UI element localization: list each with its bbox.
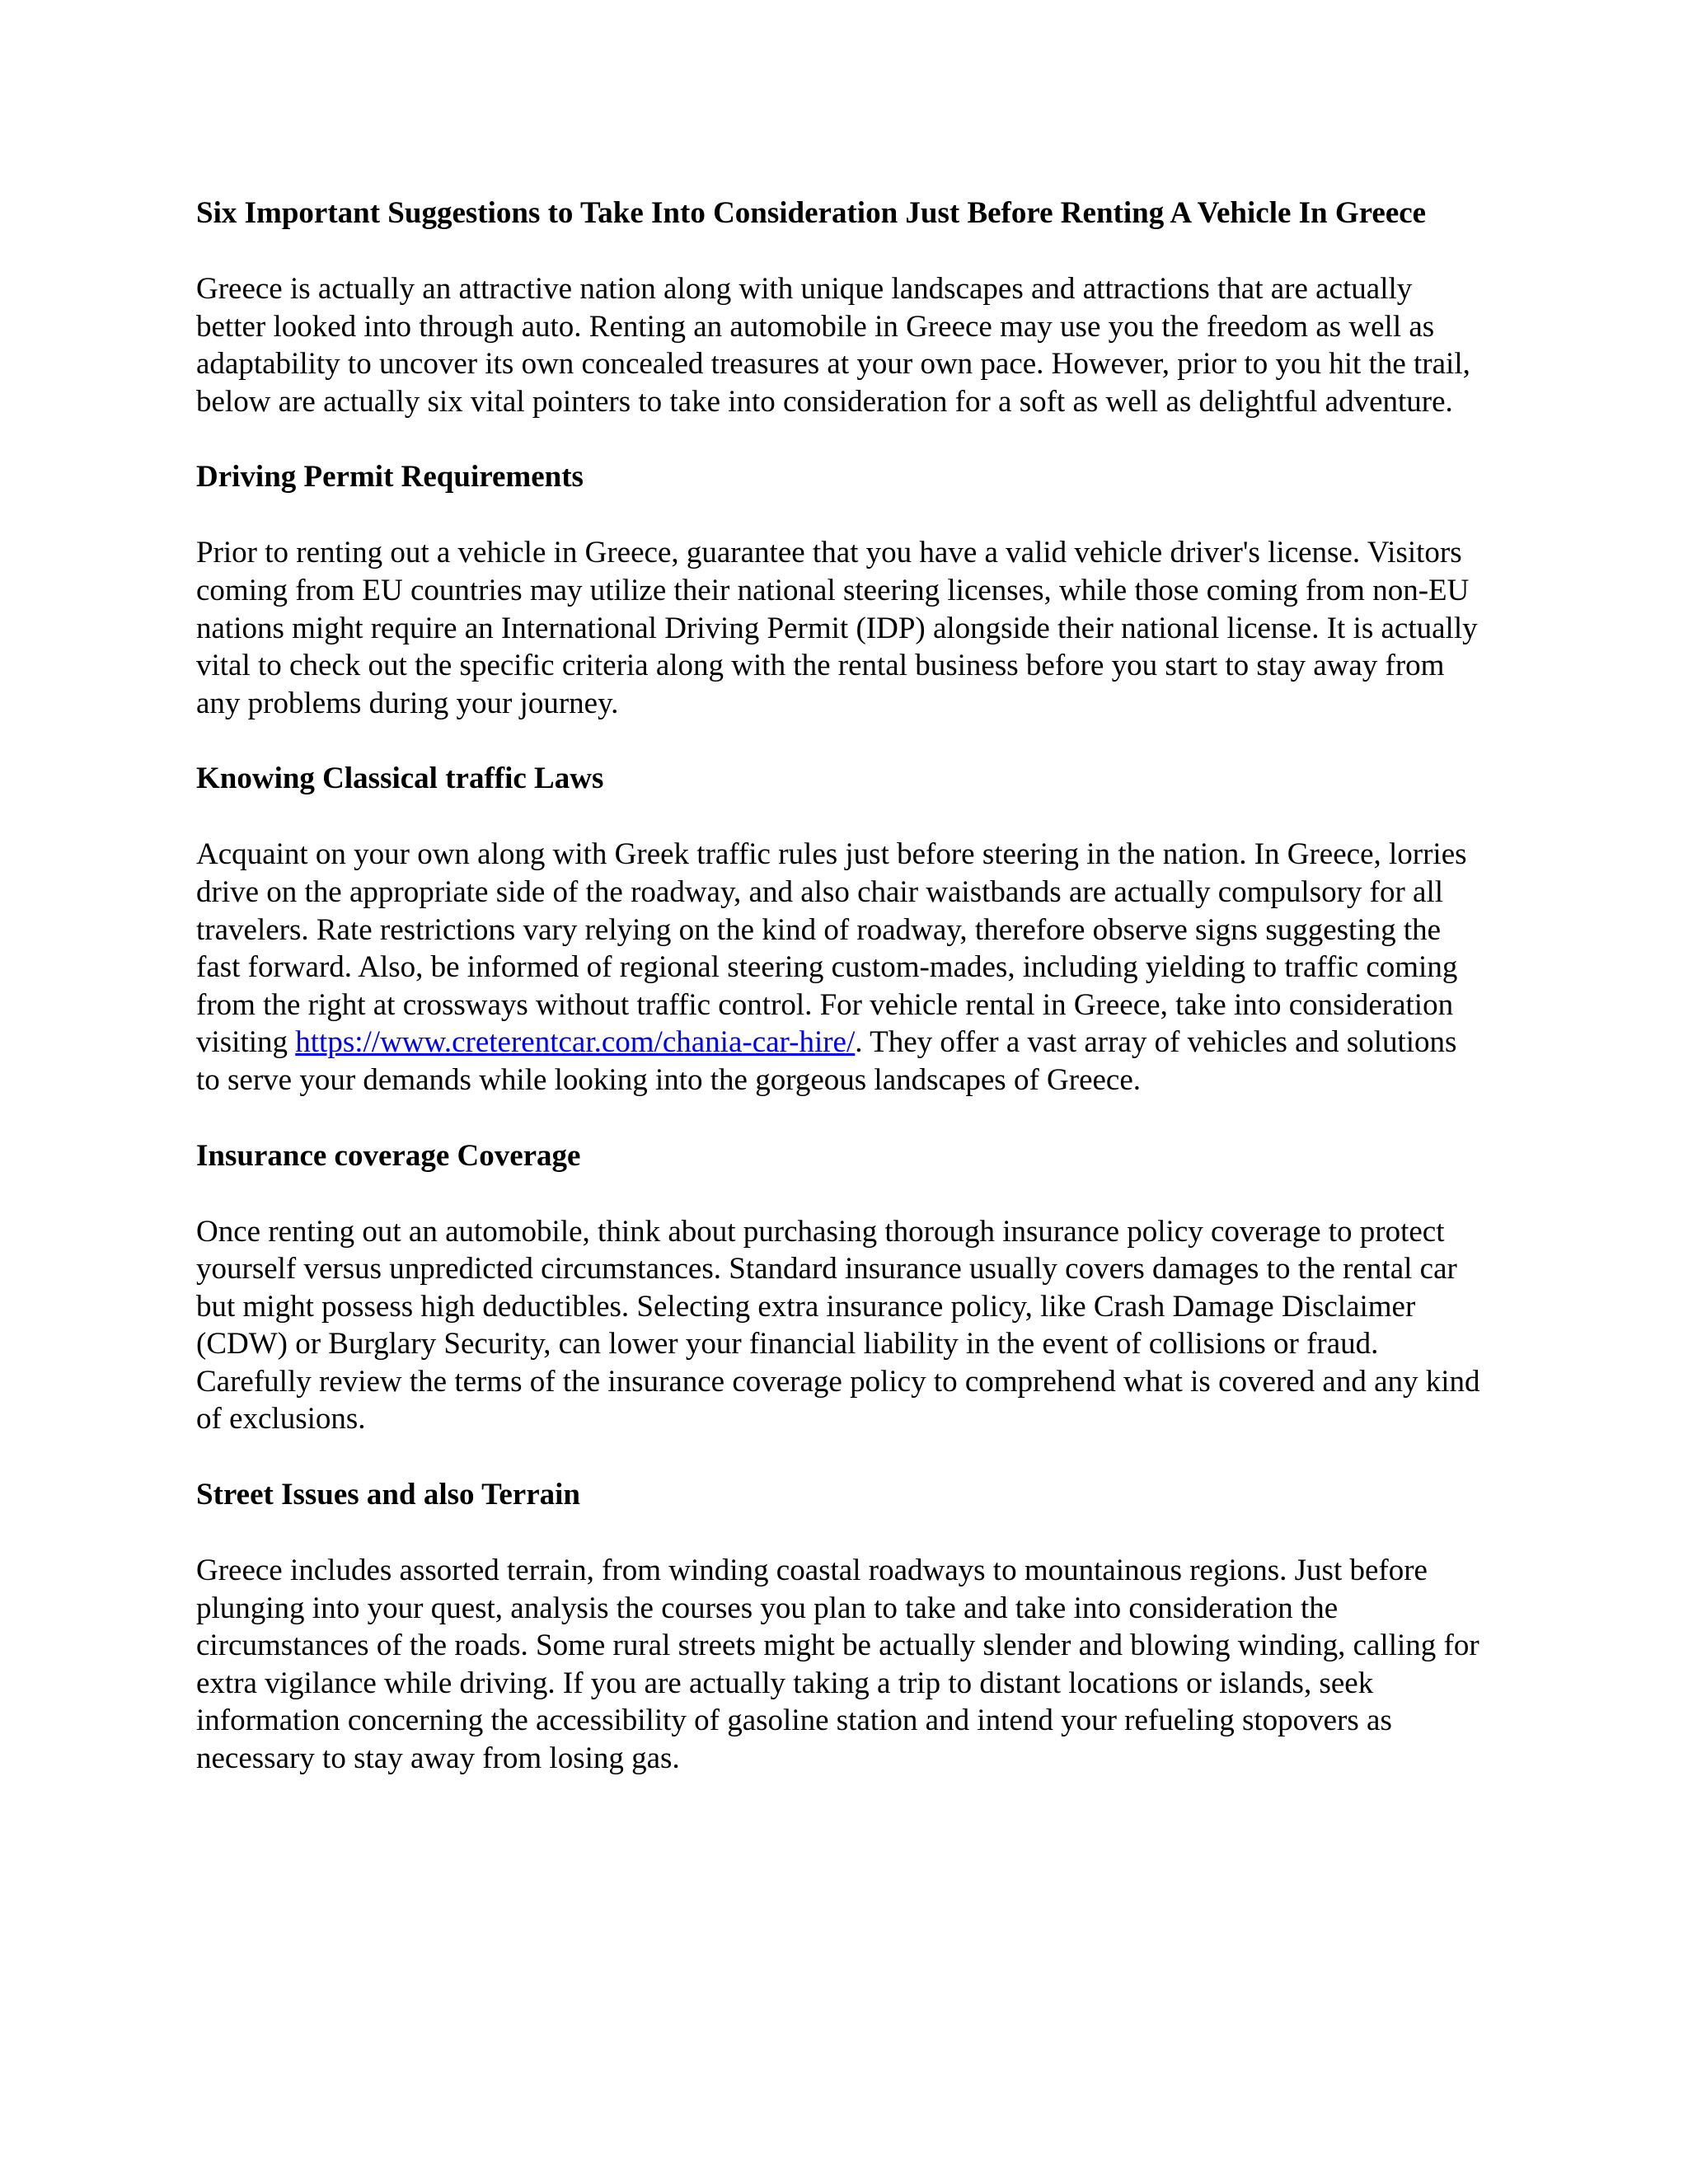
section-body-street-issues: Greece includes assorted terrain, from winding coastal roadways to mountainous regions. Just before plunging into your quest, analysis the courses you plan to take and take into consideration the circumstances of the roads. Some rural streets might be actually slender and blowing winding, calling for extra vigilance while driving. If you are actually taking a trip to distant locations or islands, seek information concerning the accessibility of gasoline station and intend your refueling stopovers as necessary to stay away from losing gas. [196,1554,1479,1776]
section-heading-insurance: Insurance coverage Coverage [196,1138,581,1173]
section-heading-street-issues: Street Issues and also Terrain [196,1478,580,1512]
chania-car-hire-link[interactable]: https://www.creterentcar.com/chania-car-hire/ [295,1025,856,1060]
section-body-insurance: Once renting out an automobile, think about purchasing thorough insurance policy coverage to protect yourself versus unpredicted circumstances. Standard insurance usually covers damages to the rental car but might possess high deductibles. Selecting extra insurance policy, like Crash Damage Disclaimer (CDW) or Burglary Security, can lower your financial liability in the event of collisions or fraud. Carefully review the terms of the insurance coverage policy to comprehend what is covered and any kind of exclusions. [196,1214,1480,1436]
section-body-traffic-laws [196,836,1482,1099]
section-heading-driving-permit: Driving Permit Requirements [196,460,584,494]
section-body-driving-permit: Prior to renting out a vehicle in Greece, guarantee that you have a valid vehicle driver's license. Visitors coming from EU countries may utilize their national steering licenses, while those coming from non-EU nations might require an International Driving Permit (IDP) alongside their national license. It is actually vital to check out the specific criteria along with the rental business before you start to stay away from any problems during your journey. [196,536,1478,720]
intro-paragraph: Greece is actually an attractive nation along with unique landscapes and attractions that are actually better looked into through auto. Renting an automobile in Greece may use you the freedom as well as adaptability to uncover its own concealed treasures at your own pace. However, prior to you hit the trail, below are actually six vital pointers to take into consideration for a soft as well as delightful adventure. [196,272,1470,419]
document-title: Six Important Suggestions to Take Into Consideration Just Before Renting A Vehicle In Greece [196,196,1427,230]
traffic-laws-text-before-link: Acquaint on your own along with Greek traffic rules just before steering in the nation. In Greece, lorries drive on the appropriate side of the roadway, and also chair waistbands are actually compulsory for all travelers. Rate restrictions vary relying on the kind of roadway, therefore observe signs suggesting the fast forward. Also, be informed of regional steering custom-mades, including yielding to traffic coming from the right at crossways without traffic control. For vehicle rental in Greece, take into consideration visiting [196,837,1467,1060]
document-page [196,194,1482,1816]
traffic-laws-text-after-link: . They offer a vast array of vehicles and solutions to serve your demands while looking into the gorgeous landscapes of Greece. [196,1025,1457,1097]
section-heading-traffic-laws: Knowing Classical traffic Laws [196,762,604,796]
